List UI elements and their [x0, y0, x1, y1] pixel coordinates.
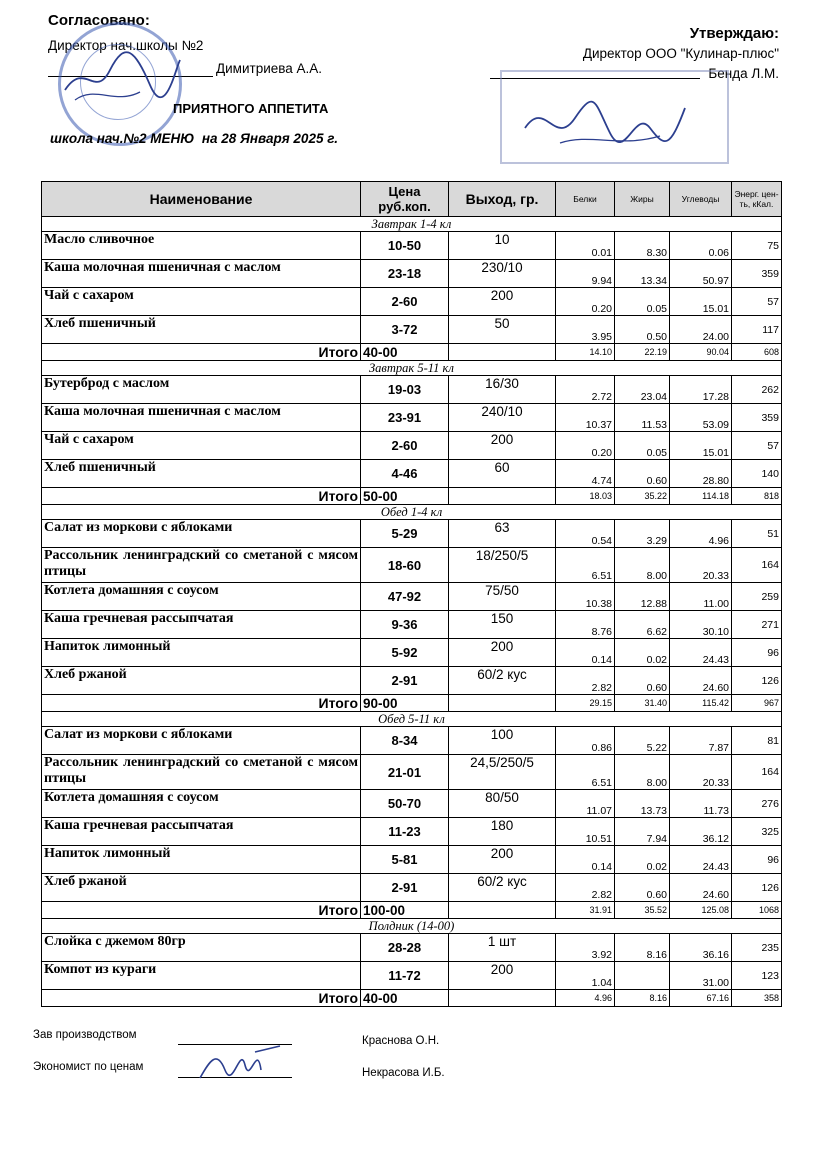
item-price: 10-50: [361, 232, 449, 260]
item-protein: 6.51: [556, 548, 615, 583]
table-row: [42, 874, 782, 902]
item-output: 60: [449, 460, 556, 488]
item-name: Хлеб ржаной: [42, 667, 361, 695]
item-name: Салат из моркови с яблоками: [42, 520, 361, 548]
item-energy: 123: [732, 962, 782, 990]
item-name: Каша гречневая рассыпчатая: [42, 611, 361, 639]
item-energy: 359: [732, 260, 782, 288]
item-protein: 11.07: [556, 790, 615, 818]
total-output-empty: [449, 488, 556, 505]
item-fat: 13.34: [615, 260, 670, 288]
item-carbs: 36.16: [670, 934, 732, 962]
item-fat: 11.53: [615, 404, 670, 432]
table-row: [42, 404, 782, 432]
item-output: 63: [449, 520, 556, 548]
total-price: 40-00: [361, 990, 449, 1007]
table-row: [42, 611, 782, 639]
item-fat: 0.60: [615, 667, 670, 695]
item-price: 4-46: [361, 460, 449, 488]
item-protein: 3.92: [556, 934, 615, 962]
item-price: 28-28: [361, 934, 449, 962]
item-protein: 0.01: [556, 232, 615, 260]
total-protein: 18.03: [556, 488, 615, 505]
item-output: 10: [449, 232, 556, 260]
item-name: Слойка с джемом 80гр: [42, 934, 361, 962]
item-fat: [615, 962, 670, 990]
item-fat: 5.22: [615, 727, 670, 755]
menu-subtitle: школа нач.№2 МЕНЮ на 28 Января 2025 г.: [50, 131, 338, 146]
table-row: [42, 583, 782, 611]
item-fat: 8.00: [615, 755, 670, 790]
table-row: [42, 548, 782, 583]
item-output: 100: [449, 727, 556, 755]
item-name: Хлеб ржаной: [42, 874, 361, 902]
item-energy: 259: [732, 583, 782, 611]
item-energy: 325: [732, 818, 782, 846]
section-row: [42, 217, 782, 232]
total-energy: 1068: [732, 902, 782, 919]
item-carbs: 30.10: [670, 611, 732, 639]
table-body: [42, 217, 782, 1007]
item-energy: 126: [732, 874, 782, 902]
footer-name-2: Некрасова И.Б.: [362, 1067, 445, 1079]
item-fat: 0.05: [615, 288, 670, 316]
item-carbs: 36.12: [670, 818, 732, 846]
total-energy: 818: [732, 488, 782, 505]
item-energy: 359: [732, 404, 782, 432]
item-price: 19-03: [361, 376, 449, 404]
item-energy: 164: [732, 755, 782, 790]
total-energy: 967: [732, 695, 782, 712]
section-title: Полдник (14-00): [42, 919, 782, 934]
table-row: [42, 667, 782, 695]
total-protein: 31.91: [556, 902, 615, 919]
item-price: 2-60: [361, 432, 449, 460]
section-row: [42, 361, 782, 376]
item-output: 50: [449, 316, 556, 344]
item-name: Масло сливочное: [42, 232, 361, 260]
total-energy: 608: [732, 344, 782, 361]
item-energy: 57: [732, 432, 782, 460]
total-row: [42, 344, 782, 361]
item-price: 2-91: [361, 667, 449, 695]
item-output: 80/50: [449, 790, 556, 818]
total-carbs: 90.04: [670, 344, 732, 361]
item-protein: 0.20: [556, 432, 615, 460]
confirm-position: Директор ООО "Кулинар-плюс": [582, 46, 779, 61]
item-protein: 10.38: [556, 583, 615, 611]
table-row: [42, 288, 782, 316]
total-row: [42, 990, 782, 1007]
total-protein: 4.96: [556, 990, 615, 1007]
total-label: Итого: [42, 990, 361, 1007]
item-name: Напиток лимонный: [42, 639, 361, 667]
item-protein: 0.54: [556, 520, 615, 548]
item-output: 60/2 кус: [449, 874, 556, 902]
item-name: Котлета домашняя с соусом: [42, 790, 361, 818]
item-carbs: 4.96: [670, 520, 732, 548]
item-carbs: 20.33: [670, 548, 732, 583]
approved-name: Димитриева А.А.: [216, 61, 323, 76]
section-row: [42, 919, 782, 934]
total-fat: 8.16: [615, 990, 670, 1007]
total-label: Итого: [42, 488, 361, 505]
total-fat: 35.52: [615, 902, 670, 919]
item-fat: 23.04: [615, 376, 670, 404]
table-row: [42, 260, 782, 288]
item-carbs: 31.00: [670, 962, 732, 990]
approved-title: Согласовано:: [48, 12, 150, 29]
total-carbs: 125.08: [670, 902, 732, 919]
item-carbs: 53.09: [670, 404, 732, 432]
header-protein: Белки: [556, 182, 615, 217]
header-fat: Жиры: [615, 182, 670, 217]
header-carbs: Углеводы: [670, 182, 732, 217]
item-fat: 13.73: [615, 790, 670, 818]
item-energy: 81: [732, 727, 782, 755]
item-name: Рассольник ленинградский со сметаной с мясом птицы: [42, 548, 361, 583]
item-output: 200: [449, 639, 556, 667]
total-protein: 29.15: [556, 695, 615, 712]
total-price: 40-00: [361, 344, 449, 361]
item-output: 1 шт: [449, 934, 556, 962]
item-price: 11-23: [361, 818, 449, 846]
footer-role-2: Экономист по ценам: [33, 1061, 144, 1073]
item-name: Салат из моркови с яблоками: [42, 727, 361, 755]
left-signature-icon: [55, 30, 185, 140]
section-row: [42, 505, 782, 520]
section-title: Завтрак 1-4 кл: [42, 217, 782, 232]
total-label: Итого: [42, 695, 361, 712]
item-output: 24,5/250/5: [449, 755, 556, 790]
item-output: 18/250/5: [449, 548, 556, 583]
item-output: 180: [449, 818, 556, 846]
item-price: 18-60: [361, 548, 449, 583]
table-row: [42, 962, 782, 990]
total-row: [42, 695, 782, 712]
item-name: Рассольник ленинградский со сметаной с мясом птицы: [42, 755, 361, 790]
item-energy: 75: [732, 232, 782, 260]
item-output: 240/10: [449, 404, 556, 432]
item-carbs: 17.28: [670, 376, 732, 404]
item-protein: 2.72: [556, 376, 615, 404]
item-name: Напиток лимонный: [42, 846, 361, 874]
item-carbs: 24.60: [670, 874, 732, 902]
total-carbs: 114.18: [670, 488, 732, 505]
table-row: [42, 755, 782, 790]
item-fat: 0.60: [615, 874, 670, 902]
item-protein: 0.86: [556, 727, 615, 755]
table-row: [42, 520, 782, 548]
item-price: 5-92: [361, 639, 449, 667]
total-row: [42, 902, 782, 919]
item-fat: 0.50: [615, 316, 670, 344]
item-fat: 0.60: [615, 460, 670, 488]
item-carbs: 24.00: [670, 316, 732, 344]
item-price: 2-91: [361, 874, 449, 902]
header-name: Наименование: [42, 182, 361, 217]
item-protein: 9.94: [556, 260, 615, 288]
item-fat: 3.29: [615, 520, 670, 548]
table-row: [42, 934, 782, 962]
section-title: Обед 5-11 кл: [42, 712, 782, 727]
item-protein: 0.20: [556, 288, 615, 316]
item-carbs: 0.06: [670, 232, 732, 260]
confirm-title: Утверждаю:: [689, 25, 779, 42]
total-output-empty: [449, 695, 556, 712]
item-price: 23-18: [361, 260, 449, 288]
item-protein: 10.51: [556, 818, 615, 846]
header-price: Цена руб.коп.: [361, 182, 449, 217]
table-row: [42, 818, 782, 846]
table-row: [42, 376, 782, 404]
footer-name-1: Краснова О.Н.: [362, 1035, 440, 1047]
item-name: Хлеб пшеничный: [42, 316, 361, 344]
item-fat: 12.88: [615, 583, 670, 611]
item-carbs: 15.01: [670, 288, 732, 316]
header-energy: Энерг. цен-ть, кКал.: [732, 182, 782, 217]
item-energy: 126: [732, 667, 782, 695]
item-energy: 262: [732, 376, 782, 404]
item-fat: 8.16: [615, 934, 670, 962]
total-price: 100-00: [361, 902, 449, 919]
item-energy: 96: [732, 639, 782, 667]
item-protein: 0.14: [556, 846, 615, 874]
item-output: 200: [449, 432, 556, 460]
right-signature-icon: [520, 88, 690, 158]
item-price: 11-72: [361, 962, 449, 990]
item-output: 16/30: [449, 376, 556, 404]
item-price: 5-81: [361, 846, 449, 874]
item-energy: 140: [732, 460, 782, 488]
item-name: Каша гречневая рассыпчатая: [42, 818, 361, 846]
footer-role-1: Зав производством: [33, 1029, 137, 1041]
total-price: 90-00: [361, 695, 449, 712]
item-fat: 7.94: [615, 818, 670, 846]
approved-position: Директор нач.школы №2: [48, 38, 204, 53]
total-output-empty: [449, 902, 556, 919]
item-output: 230/10: [449, 260, 556, 288]
item-name: Каша молочная пшеничная с маслом: [42, 404, 361, 432]
item-fat: 0.05: [615, 432, 670, 460]
item-name: Бутерброд с маслом: [42, 376, 361, 404]
item-fat: 0.02: [615, 639, 670, 667]
item-fat: 0.02: [615, 846, 670, 874]
total-row: [42, 488, 782, 505]
item-output: 200: [449, 962, 556, 990]
item-energy: 235: [732, 934, 782, 962]
table-row: [42, 727, 782, 755]
item-energy: 117: [732, 316, 782, 344]
item-protein: 8.76: [556, 611, 615, 639]
table-row: [42, 846, 782, 874]
total-output-empty: [449, 990, 556, 1007]
header-output: Выход, гр.: [449, 182, 556, 217]
menu-table: [41, 181, 782, 1007]
item-fat: 8.30: [615, 232, 670, 260]
item-carbs: 11.73: [670, 790, 732, 818]
item-energy: 51: [732, 520, 782, 548]
economist-signature-icon: [195, 1040, 285, 1082]
item-carbs: 7.87: [670, 727, 732, 755]
item-protein: 1.04: [556, 962, 615, 990]
item-protein: 6.51: [556, 755, 615, 790]
greeting: ПРИЯТНОГО АППЕТИТА: [173, 101, 329, 116]
item-energy: 164: [732, 548, 782, 583]
item-protein: 4.74: [556, 460, 615, 488]
item-price: 2-60: [361, 288, 449, 316]
item-carbs: 20.33: [670, 755, 732, 790]
item-price: 9-36: [361, 611, 449, 639]
item-carbs: 50.97: [670, 260, 732, 288]
table-row: [42, 232, 782, 260]
item-protein: 2.82: [556, 874, 615, 902]
item-output: 200: [449, 288, 556, 316]
table-row: [42, 432, 782, 460]
item-carbs: 24.43: [670, 846, 732, 874]
item-protein: 2.82: [556, 667, 615, 695]
item-energy: 57: [732, 288, 782, 316]
table-row: [42, 460, 782, 488]
item-carbs: 15.01: [670, 432, 732, 460]
item-name: Котлета домашняя с соусом: [42, 583, 361, 611]
item-energy: 96: [732, 846, 782, 874]
item-fat: 6.62: [615, 611, 670, 639]
item-output: 150: [449, 611, 556, 639]
table-row: [42, 316, 782, 344]
total-output-empty: [449, 344, 556, 361]
item-energy: 271: [732, 611, 782, 639]
item-name: Каша молочная пшеничная с маслом: [42, 260, 361, 288]
total-carbs: 67.16: [670, 990, 732, 1007]
item-energy: 276: [732, 790, 782, 818]
total-fat: 35.22: [615, 488, 670, 505]
item-price: 50-70: [361, 790, 449, 818]
total-price: 50-00: [361, 488, 449, 505]
item-price: 21-01: [361, 755, 449, 790]
section-row: [42, 712, 782, 727]
item-carbs: 24.60: [670, 667, 732, 695]
total-fat: 31.40: [615, 695, 670, 712]
item-carbs: 24.43: [670, 639, 732, 667]
item-protein: 10.37: [556, 404, 615, 432]
total-fat: 22.19: [615, 344, 670, 361]
item-name: Чай с сахаром: [42, 288, 361, 316]
total-energy: 358: [732, 990, 782, 1007]
total-protein: 14.10: [556, 344, 615, 361]
item-name: Хлеб пшеничный: [42, 460, 361, 488]
total-carbs: 115.42: [670, 695, 732, 712]
item-protein: 3.95: [556, 316, 615, 344]
item-price: 47-92: [361, 583, 449, 611]
section-title: Завтрак 5-11 кл: [42, 361, 782, 376]
item-price: 8-34: [361, 727, 449, 755]
table-header-row: [42, 182, 782, 217]
item-output: 200: [449, 846, 556, 874]
item-carbs: 28.80: [670, 460, 732, 488]
item-price: 23-91: [361, 404, 449, 432]
item-output: 75/50: [449, 583, 556, 611]
item-protein: 0.14: [556, 639, 615, 667]
item-fat: 8.00: [615, 548, 670, 583]
table-row: [42, 639, 782, 667]
item-carbs: 11.00: [670, 583, 732, 611]
item-name: Чай с сахаром: [42, 432, 361, 460]
item-price: 5-29: [361, 520, 449, 548]
item-name: Компот из кураги: [42, 962, 361, 990]
section-title: Обед 1-4 кл: [42, 505, 782, 520]
total-label: Итого: [42, 902, 361, 919]
item-price: 3-72: [361, 316, 449, 344]
item-output: 60/2 кус: [449, 667, 556, 695]
confirm-name: Бенда Л.М.: [708, 66, 779, 81]
table-row: [42, 790, 782, 818]
total-label: Итого: [42, 344, 361, 361]
